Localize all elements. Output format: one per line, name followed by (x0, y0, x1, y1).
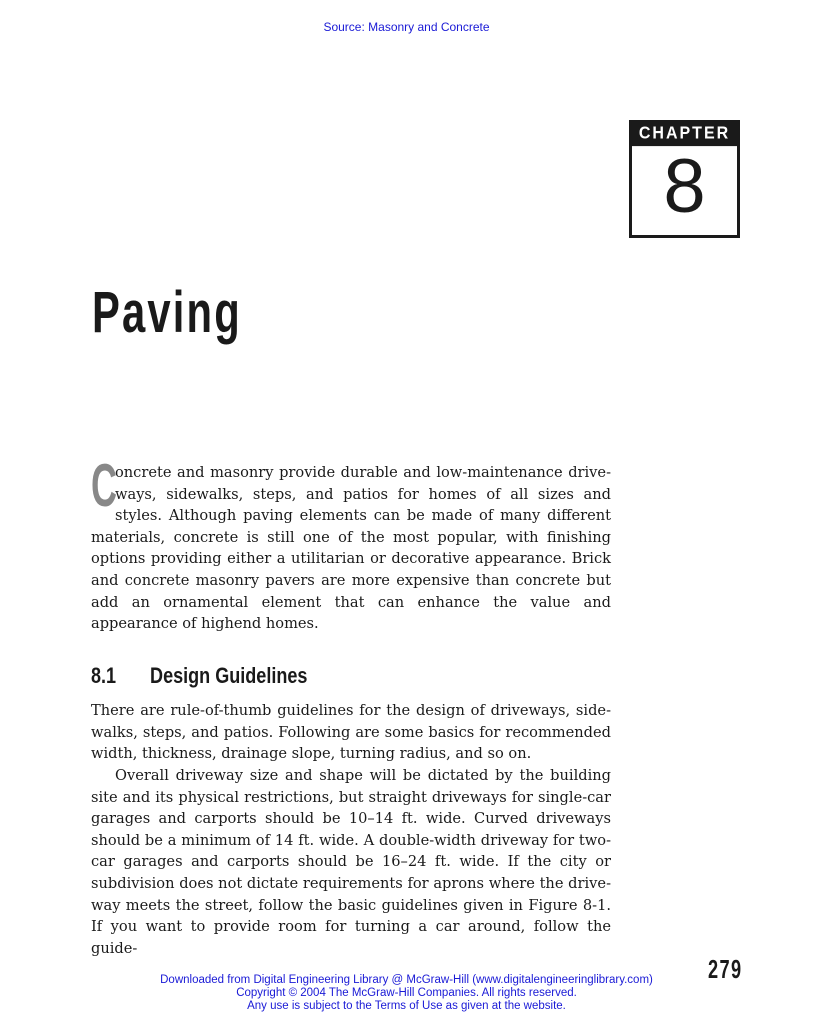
body-paragraph-1: There are rule-of-thumb guidelines for the design of driveways, sidewalks, steps, and patios. Following are some basics for recommended width, thickness, drainage slope, turning radius, and so on. (91, 702, 611, 763)
footer-terms[interactable]: Any use is subject to the Terms of Use as given at the website. (247, 1000, 566, 1012)
chapter-label: CHAPTER (632, 122, 737, 146)
drop-cap: C (91, 452, 118, 519)
body-paragraph-2: Overall driveway size and shape will be dictated by the building site and its physical restrictions, but straight driveways for single-car garages and carports should be 10–14 ft. wide. Curved driveways should be a minimum of 14 ft. wide. A double-width driveway for two-car garages and carports should be 16–24 ft. wide. If the city or subdivision does not dictate requirements for aprons where the driveway meets the street, follow the basic guidelines given in Figure 8-1. If you want to provide room for turning a car around, follow the guide- (91, 767, 611, 957)
source-link[interactable]: Source: Masonry and Concrete (323, 20, 490, 34)
page-number: 279 (708, 954, 743, 984)
intro-paragraph (91, 452, 611, 635)
chapter-title: Paving (92, 280, 242, 345)
section-title: Design Guidelines (150, 663, 308, 688)
intro-text: oncrete and masonry provide durable and low-maintenance driveways, sidewalks, steps, and patios for homes of all sizes and styles. Although paving elements can be made of many different materials, concrete is still one of the most popular, with finishing options providing either a utilitarian or decorative appearance. Brick and concrete masonry pavers are more expensive than concrete but add an ornamental element that can enhance the value and appearance of highend homes. (91, 464, 611, 633)
chapter-badge (629, 120, 740, 238)
chapter-number: 8 (663, 144, 706, 229)
footer-download-link[interactable]: Downloaded from Digital Engineering Library @ McGraw-Hill (www.digitalengineeringlibrary.com) (160, 974, 653, 986)
section-number: 8.1 (91, 663, 117, 688)
footer-copyright: Copyright © 2004 The McGraw-Hill Companies. All rights reserved. (236, 987, 577, 999)
section-heading (91, 662, 307, 690)
footer-notice (0, 974, 813, 1013)
